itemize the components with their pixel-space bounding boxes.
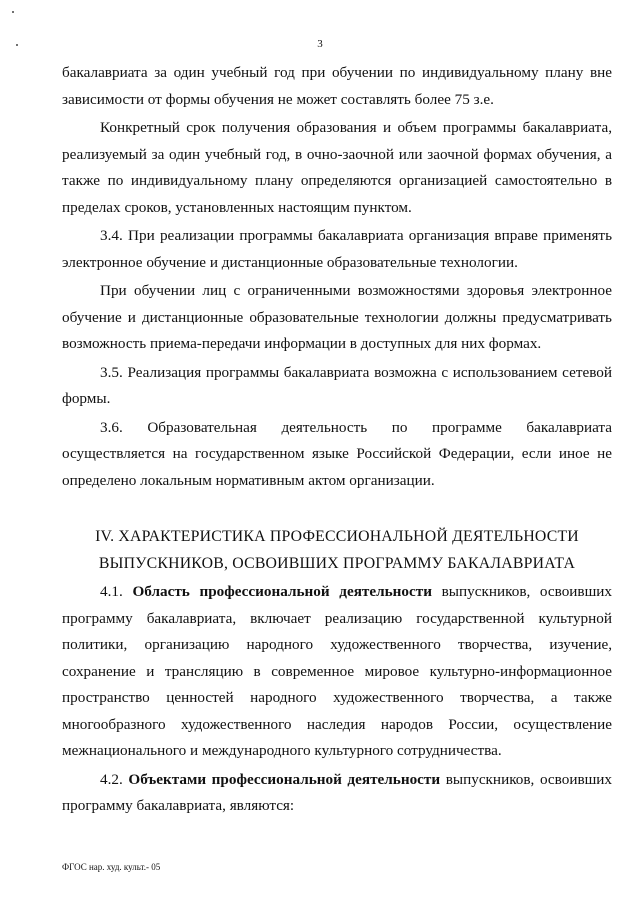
paragraph-4-2 (62, 767, 612, 820)
footer-code: ФГОС нар. худ. культ.- 05 (62, 862, 161, 872)
paragraph-4-1 (62, 579, 612, 765)
paragraph-4-2-number: 4.2. (100, 770, 123, 788)
scan-speck (12, 11, 14, 13)
section-heading (62, 524, 612, 577)
document-body (62, 60, 612, 822)
paragraph-program-term: Конкретный срок получения образования и объем программы бакалавриата, реализуемый за один учебный год, в очно-заочной или заочной формах обучения, а также по индивидуальному плану определяются организацией самостоятельно в пределах сроков, установленных настоящим пунктом. (62, 119, 612, 216)
paragraph-3-4: 3.4. При реализации программы бакалавриата организация вправе применять электронное обучение и дистанционные образовательные технологии. (62, 227, 612, 271)
paragraph-3-6: 3.6. Образовательная деятельность по программе бакалавриата осуществляется на государственном языке Российской Федерации, если иное не определено локальным нормативным актом организации. (62, 418, 612, 489)
paragraph-4-2-term: Объектами профессиональной деятельности (128, 770, 441, 788)
section-heading-line2: ВЫПУСКНИКОВ, ОСВОИВШИХ ПРОГРАММУ БАКАЛАВРИАТА (98, 554, 576, 572)
paragraph-continuation: бакалавриата за один учебный год при обучении по индивидуальному плану вне зависимости от формы обучения не может составлять более 75 з.е. (62, 64, 612, 108)
section-heading-line1: IV. ХАРАКТЕРИСТИКА ПРОФЕССИОНАЛЬНОЙ ДЕЯТЕЛЬНОСТИ (95, 528, 579, 545)
section-spacer (62, 496, 612, 524)
paragraph-4-2-text: выпускников, освоивших программу бакалавриата, являются: (62, 770, 613, 814)
paragraph-3-5: 3.5. Реализация программы бакалавриата возможна с использованием сетевой формы. (62, 363, 612, 407)
paragraph-4-1-text: выпускников, освоивших программу бакалавриата, включает реализацию государственной культурной политики, организацию народного художественного творчества, изучение, сохранение и трансляцию в современное мировое культурно-информационное пространство ценностей народного художественного творчества, а также многообразного художественного наследия народов России, осуществление межнационального и международного культурного сотрудничества. (62, 583, 613, 759)
paragraph-4-1-number: 4.1. (100, 583, 123, 600)
paragraph-4-1-term: Область профессиональной деятельности (132, 583, 432, 600)
page-number: 3 (317, 38, 323, 50)
paragraph-disabilities: При обучении лиц с ограниченными возможностями здоровья электронное обучение и дистанционные образовательные технологии должны предусматривать возможность приема-передачи информации в доступных для них формах. (62, 282, 612, 352)
